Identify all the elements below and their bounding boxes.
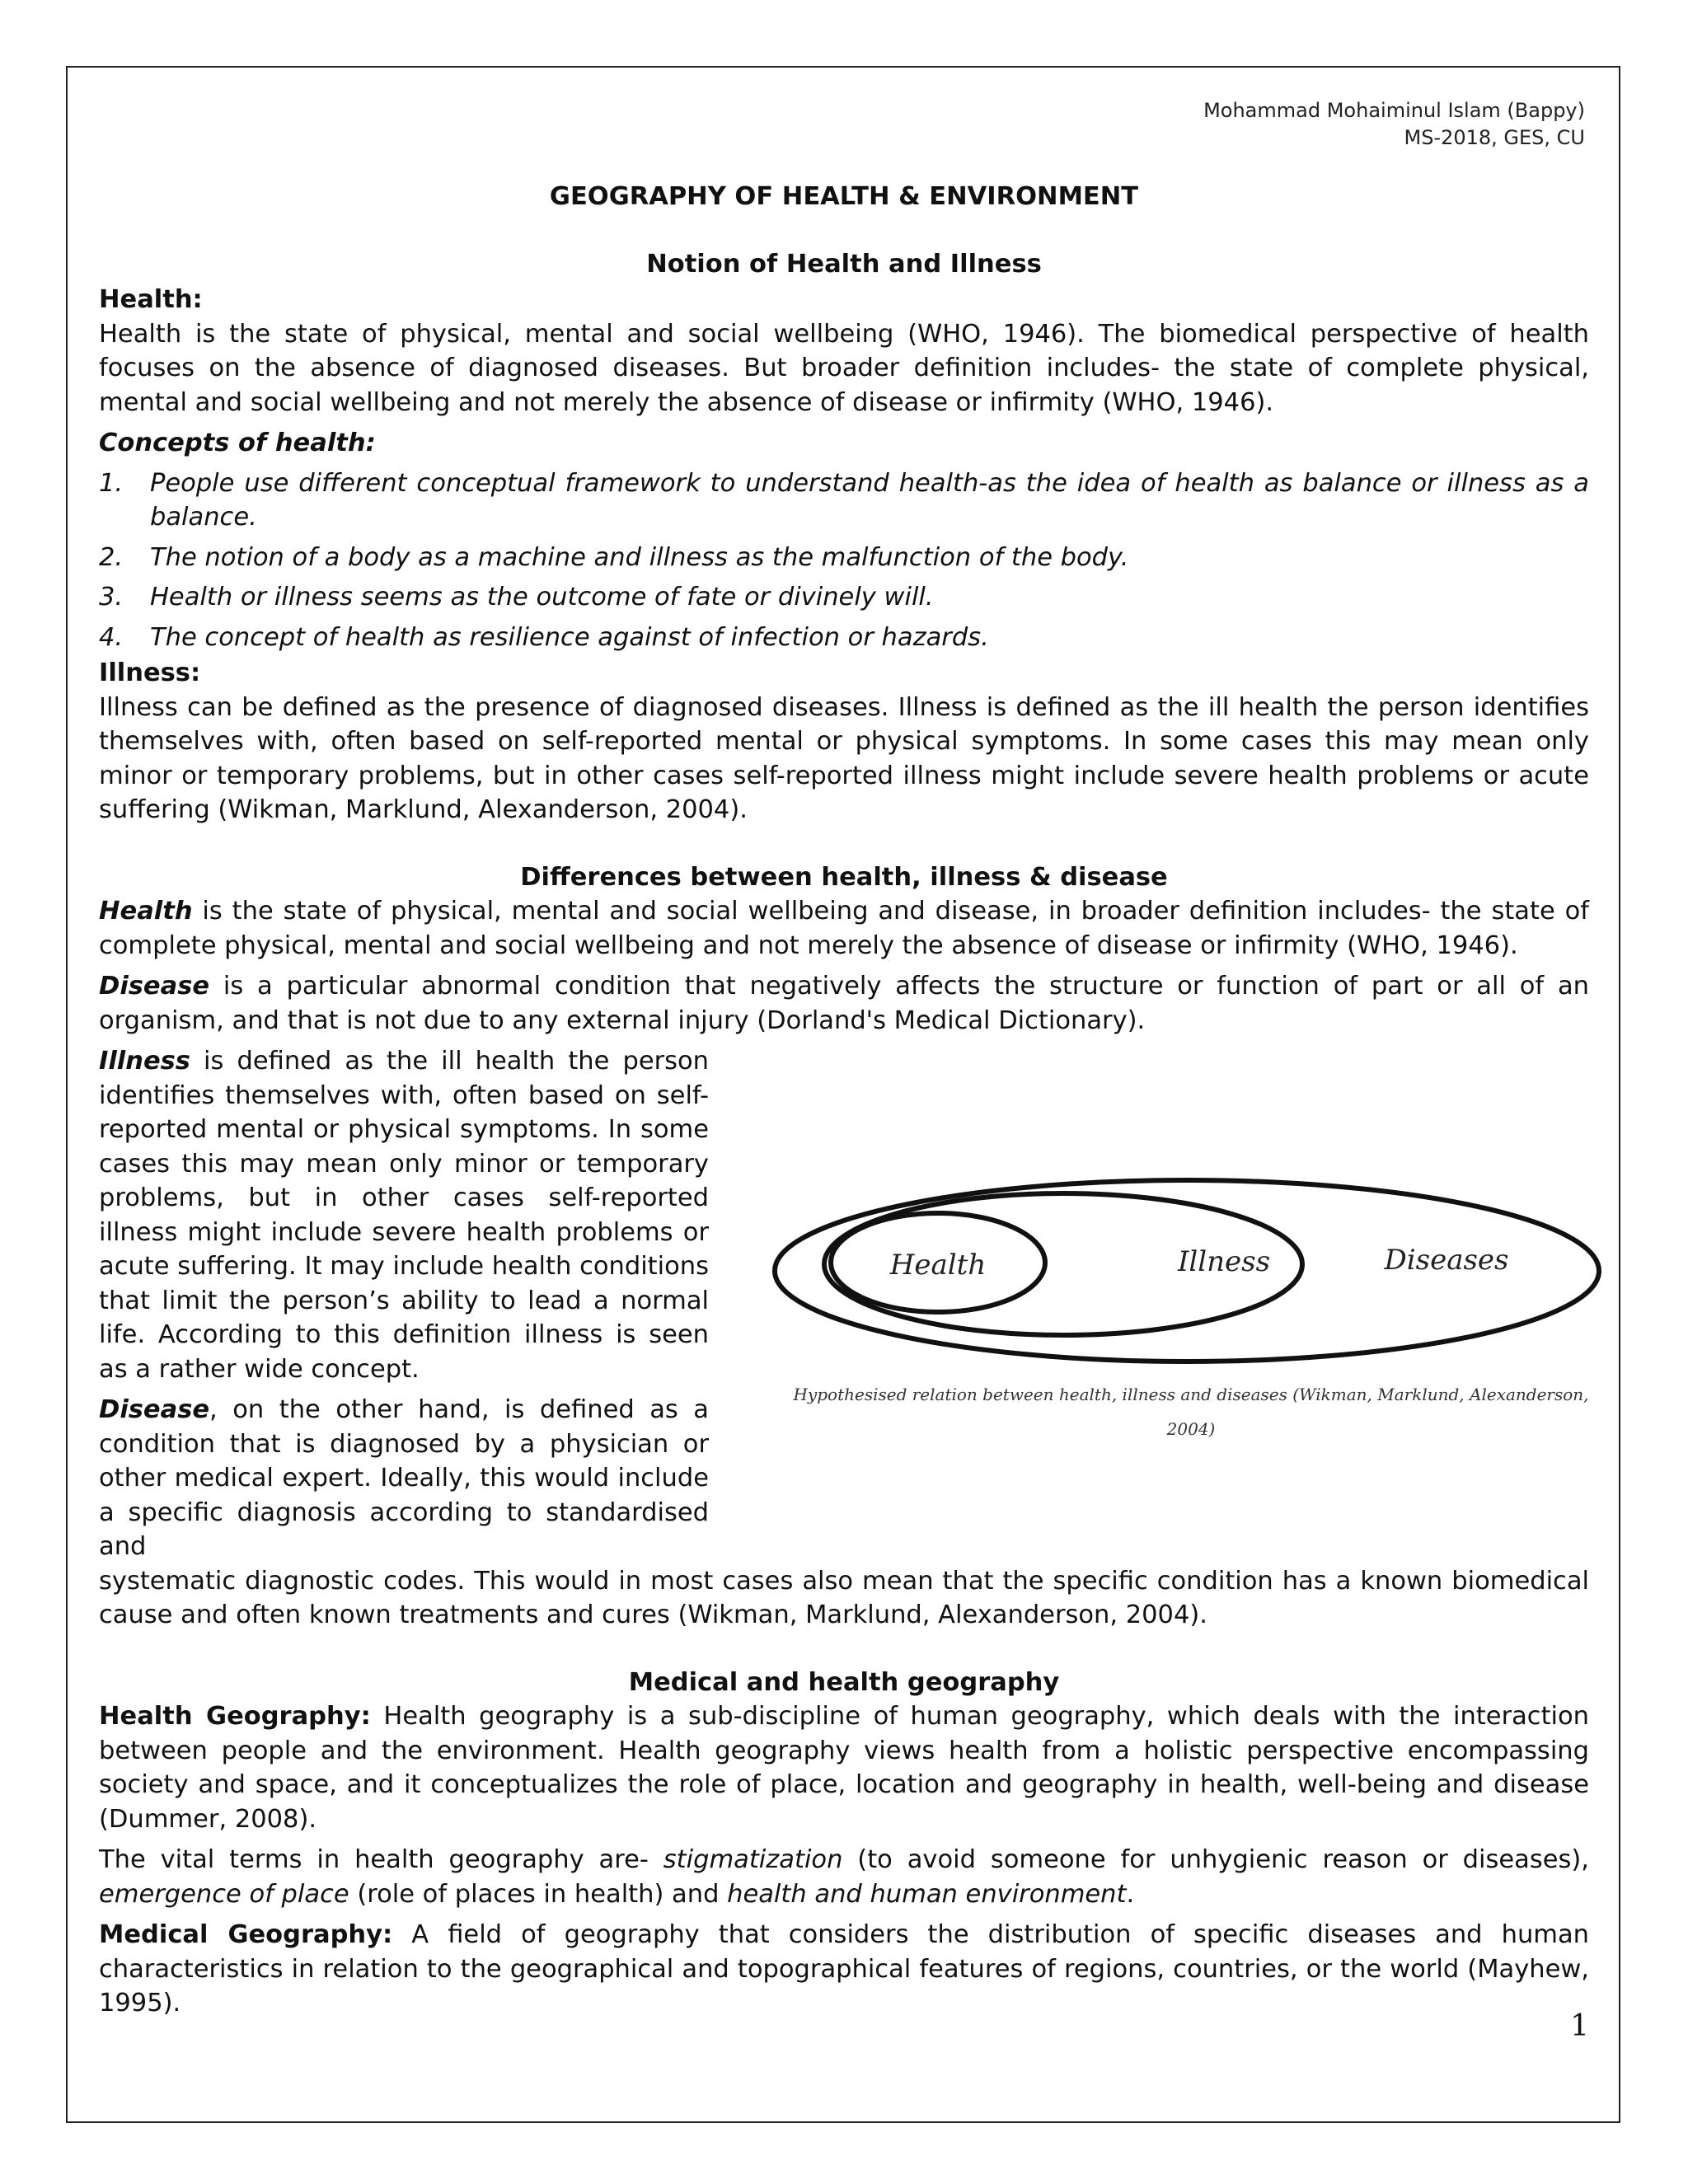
health-definition-text: is the state of physical, mental and social wellbeing and disease, in broader definition includes- the state of complete physical, mental and social wellbeing and not merely the absence of disease or infirmity (WHO, 1946). xyxy=(99,897,1589,960)
document-title: GEOGRAPHY OF HEALTH & ENVIRONMENT xyxy=(549,182,1139,211)
vital-text: (role of places in health) and xyxy=(349,1879,728,1909)
health-geography-text: Health geography is a sub-discipline of human geography, which deals with the interaction between people and the environment. Health geography views health from a holistic perspective encompassing society and space, and it conceptualizes the role of place, location and geography in health, well-being and disease (Dummer, 2008). xyxy=(99,1702,1589,1834)
health-geography-paragraph xyxy=(99,1699,1589,1836)
disease-definition-text: is a particular abnormal condition that negatively affects the structure or function of part or all of an organism, and that is not due to any external injury (Dorland's Medical Dictionary). xyxy=(99,972,1589,1035)
author-name: Mohammad Mohaiminul Islam (Bappy) xyxy=(1203,99,1585,122)
list-text: Health or illness seems as the outcome of fate or divinely will. xyxy=(150,583,934,612)
health-geography-label: Health Geography: xyxy=(99,1702,371,1731)
list-text: People use different conceptual framework to understand health-as the idea of health as balance or illness as a balance. xyxy=(150,468,1589,532)
disease-physician-continuation: systematic diagnostic codes. This would in most cases also mean that the specific condition has a known biomedical cause and often known treatments and cures (Wikman, Marklund, Alexanderson, 2004). xyxy=(99,1566,1589,1629)
illness-definition-text: is defined as the ill health the person identifies themselves with, often based on self-reported mental or physical symptoms. In some cases this may mean only minor or temporary problems, but in other cases self-reported illness might include severe health problems or acute suffering. It may include health conditions that limit the person’s ability to lead a normal life. According to this definition illness is seen as a rather wide concept. xyxy=(99,1047,709,1384)
list-number: 2. xyxy=(99,542,124,572)
author-block xyxy=(1203,97,1585,152)
figure-caption: Hypothesised relation between health, illness and diseases (Wikman, Marklund, Alexanderson, 2004) xyxy=(793,1385,1589,1439)
ellipse-diagram xyxy=(771,1172,1611,1370)
health-ellipse-label: Health xyxy=(889,1249,987,1282)
term-illness: Illness xyxy=(99,1047,190,1076)
vital-text: (to avoid someone for unhygienic reason or diseases), xyxy=(842,1845,1589,1874)
list-item xyxy=(99,541,1589,575)
vital-text: The vital terms in health geography are- xyxy=(99,1845,663,1874)
list-item xyxy=(99,580,1589,615)
section-heading-geography: Medical and health geography xyxy=(628,1667,1060,1697)
concepts-label: Concepts of health: xyxy=(99,429,376,457)
list-text: The concept of health as resilience against of infection or hazards. xyxy=(150,622,989,652)
vital-text: . xyxy=(1126,1879,1135,1909)
disease-physician-text: , on the other hand, is defined as a condition that is diagnosed by a physician or other medical expert. Ideally, this would include a specific diagnosis according to standardised and xyxy=(99,1395,709,1561)
page-number: 1 xyxy=(1570,2009,1589,2043)
document-body xyxy=(99,173,1589,2021)
list-number: 1. xyxy=(99,468,124,498)
nested-ellipse-figure xyxy=(771,1172,1611,1446)
list-item xyxy=(99,621,1589,655)
illness-disease-with-figure xyxy=(99,1044,1589,1564)
diseases-ellipse-label: Diseases xyxy=(1384,1244,1509,1277)
disease-definition xyxy=(99,969,1589,1038)
illness-ellipse-label: Illness xyxy=(1177,1245,1271,1278)
list-text: The notion of a body as a machine and illness as the malfunction of the body. xyxy=(150,542,1129,572)
list-number: 3. xyxy=(99,583,124,612)
term-disease: Disease xyxy=(99,972,210,1001)
vital-term: stigmatization xyxy=(663,1845,843,1874)
health-paragraph: Health is the state of physical, mental and social wellbeing (WHO, 1946). The biomedical perspective of health focuses on the absence of diagnosed diseases. But broader definition includes- the state of complete physical, mental and social wellbeing and not merely the absence of disease or infirmity (WHO, 1946). xyxy=(99,319,1589,417)
vital-terms-paragraph xyxy=(99,1843,1589,1911)
list-number: 4. xyxy=(99,622,124,652)
health-label: Health: xyxy=(99,285,203,314)
list-item xyxy=(99,466,1589,535)
health-definition xyxy=(99,894,1589,963)
illness-paragraph: Illness can be defined as the presence of diagnosed diseases. Illness is defined as the ill health the person identifies themselves with, often based on self-reported mental or physical symptoms. In some cases this may mean only minor or temporary problems, but in other cases self-reported illness might include severe health problems or acute suffering (Wikman, Marklund, Alexanderson, 2004). xyxy=(99,692,1589,824)
illness-label: Illness: xyxy=(99,658,201,687)
medical-geography-paragraph xyxy=(99,1918,1589,2021)
section-heading-differences: Differences between health, illness & disease xyxy=(520,862,1168,892)
term-health: Health xyxy=(99,897,193,926)
left-column xyxy=(99,1044,709,1564)
disease-physician-definition xyxy=(99,1393,709,1564)
illness-definition xyxy=(99,1044,709,1386)
author-affiliation: MS-2018, GES, CU xyxy=(1404,126,1585,149)
term-disease-2: Disease xyxy=(99,1395,210,1424)
vital-term: health and human environment xyxy=(727,1879,1127,1909)
vital-term: emergence of place xyxy=(99,1879,349,1909)
medical-geography-text: A field of geography that considers the distribution of specific diseases and human characteristics in relation to the geographical and topographical features of regions, countries, or the world (Mayhew, 1995). xyxy=(99,1920,1590,2018)
section-heading-notion: Notion of Health and Illness xyxy=(646,249,1042,279)
medical-geography-label: Medical Geography: xyxy=(99,1920,393,1949)
concepts-list xyxy=(99,466,1589,655)
